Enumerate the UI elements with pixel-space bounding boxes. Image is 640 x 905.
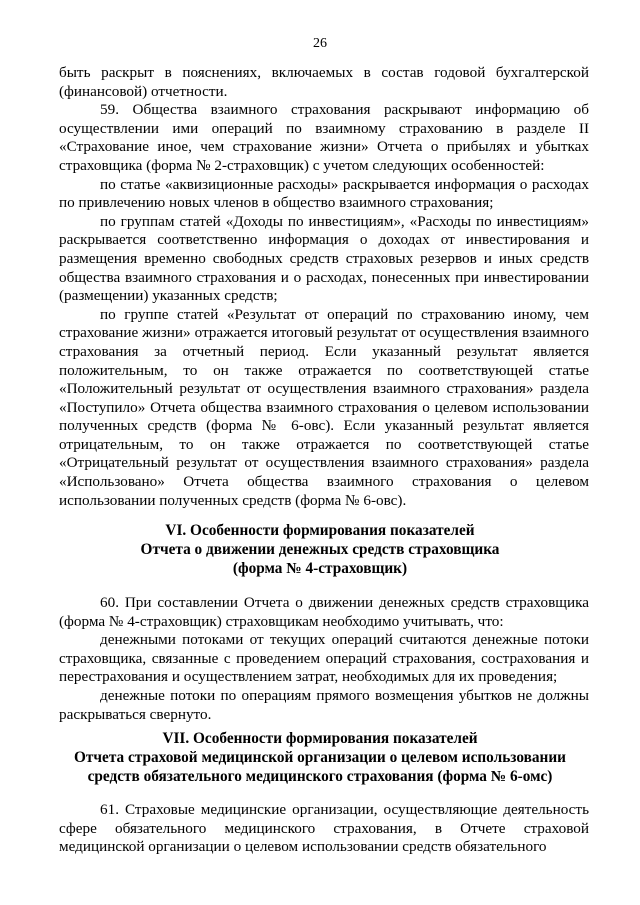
heading-line: Отчета о движении денежных средств страховщика [140, 541, 500, 558]
heading-line: VII. Особенности формирования показателей [162, 730, 478, 747]
heading-line: (форма № 4-страховщик) [232, 560, 408, 577]
page-number: 26 [313, 36, 327, 51]
section-6-text [59, 594, 589, 724]
paragraph-59: 59. Общества взаимного страхования раскрывают информацию об осуществлении ими операций по взаимному страхованию в разделе II «Страхование иное, чем страхование жизни» Отчета о прибылях и убытках страховщика (форма № 2-страховщик) с учетом следующих особенностей: [59, 101, 589, 174]
paragraph-direct-settlement: денежные потоки по операциям прямого возмещения убытков не должны раскрываться свернуто. [59, 686, 589, 723]
paragraph-insurance-result: по группе статей «Результат от операций по страхованию иному, чем страхование жизни» отражается итоговый результат от осуществления взаимного страхования за отчетный период. Если указанный результат является положительным, то он также отражается по соответствующей статье «Положительный результат от осуществления взаимного страхования» раздела «Поступило» Отчета общества взаимного страхования о целевом использовании полученных средств (форма № 6-овс). Если указанный результат является отрицательным, то он также отражается по соответствующей статье «Отрицательный результат от осуществления взаимного страхования» раздела «Использовано» Отчета общества взаимного страхования о целевом использовании полученных средств (форма № 6-овс). [59, 305, 589, 509]
paragraph-60: 60. При составлении Отчета о движении денежных средств страховщика (форма № 4-страховщик) страховщикам необходимо учитывать, что: [59, 594, 589, 630]
heading-line: средств обязательного медицинского страхования (форма № 6-омс) [87, 768, 553, 785]
section-7-heading [40, 729, 600, 786]
paragraph-investment-income: по группам статей «Доходы по инвестициям», «Расходы по инвестициям» раскрывается соответственно информация о доходах от инвестирования и размещения временно свободных средств страховых резервов и иных средств общества взаимного страхования и о расходах, понесенных при инвестировании (размещении) указанных средств; [59, 212, 589, 305]
section-7-text [59, 801, 589, 857]
section-6-heading [40, 521, 600, 578]
paragraph-acquisition-costs: по статье «аквизиционные расходы» раскрывается информация о расходах по привлечению новых членов в общество взаимного страхования; [59, 175, 589, 212]
heading-line: VI. Особенности формирования показателей [165, 522, 475, 539]
paragraph-cash-flows: денежными потоками от текущих операций считаются денежные потоки страховщика, связанные с проведением операций страхования, сострахования и перестрахования и осуществлением затрат, необходимых для их проведения; [59, 631, 589, 686]
paragraph-61: 61. Страховые медицинские организации, осуществляющие деятельность сфере обязательного медицинского страхования, в Отчете страховой медицинской организации о целевом использовании средств обязательного [59, 801, 589, 856]
paragraph-continuation: быть раскрыт в пояснениях, включаемых в состав годовой бухгалтерской (финансовой) отчетности. [59, 64, 589, 100]
section-5-text [59, 64, 589, 510]
heading-line: Отчета страховой медицинской организации о целевом использовании [74, 749, 566, 766]
